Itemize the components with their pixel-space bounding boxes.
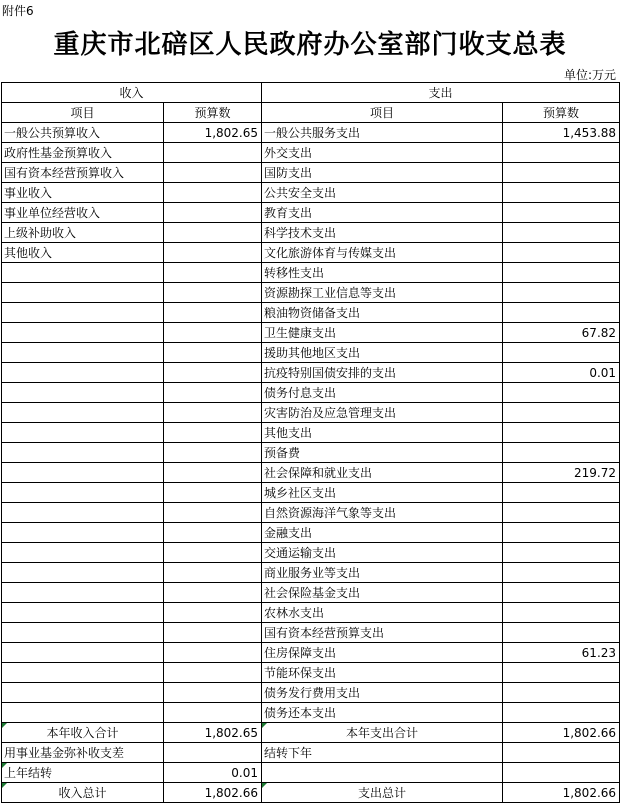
expense-item-cell: 社会保障和就业支出 [262,463,503,483]
expense-amount-cell [503,163,620,183]
income-item-cell [2,503,164,523]
income-item-cell [2,343,164,363]
expense-amount-cell [503,683,620,703]
table-row [2,243,620,263]
expense-amount-cell [503,143,620,163]
income-amount-cell [164,563,262,583]
prior-year-expense-blank-value [503,763,620,783]
expense-amount-cell [503,543,620,563]
table-row [2,703,620,723]
expense-amount-cell [503,303,620,323]
carry-over-value [503,743,620,763]
expense-amount-cell: 67.82 [503,323,620,343]
expense-amount-cell [503,223,620,243]
income-item-cell [2,363,164,383]
header-row-sections [2,83,620,103]
expense-item-cell: 一般公共服务支出 [262,123,503,143]
table-body [2,123,620,723]
income-item-cell [2,283,164,303]
table-row [2,663,620,683]
income-amount-cell [164,643,262,663]
expense-amount-cell [503,443,620,463]
income-amount-cell [164,203,262,223]
income-amount-cell [164,343,262,363]
table-row [2,523,620,543]
expense-item-cell: 教育支出 [262,203,503,223]
expense-item-cell: 预备费 [262,443,503,463]
income-item-cell: 其他收入 [2,243,164,263]
income-item-cell: 一般公共预算收入 [2,123,164,143]
income-amount-cell [164,463,262,483]
income-amount-cell [164,183,262,203]
table-row [2,403,620,423]
expense-amount-cell [503,203,620,223]
expense-item-cell: 其他支出 [262,423,503,443]
income-budget-header: 预算数 [164,103,262,123]
year-expense-total-value: 1,802.66 [503,723,620,743]
expense-amount-cell [503,583,620,603]
income-item-cell [2,483,164,503]
expense-amount-cell [503,703,620,723]
expense-item-cell: 城乡社区支出 [262,483,503,503]
income-item-cell [2,643,164,663]
table-row [2,563,620,583]
income-amount-cell [164,443,262,463]
prior-year-value: 0.01 [164,763,262,783]
expense-amount-cell [503,403,620,423]
summary-row-grand-total [2,783,620,803]
expense-budget-header: 预算数 [503,103,620,123]
summary-row-prior-year [2,763,620,783]
income-item-cell [2,443,164,463]
expense-item-cell: 债务还本支出 [262,703,503,723]
expense-amount-cell [503,383,620,403]
expense-amount-cell [503,623,620,643]
table-row [2,463,620,483]
expense-amount-cell [503,263,620,283]
income-amount-cell [164,583,262,603]
fund-makeup-value [164,743,262,763]
table-row [2,603,620,623]
income-item-cell [2,603,164,623]
table-row [2,383,620,403]
income-item-cell [2,523,164,543]
income-amount-cell [164,383,262,403]
expense-item-cell: 卫生健康支出 [262,323,503,343]
income-amount-cell [164,623,262,643]
income-amount-cell: 1,802.65 [164,123,262,143]
income-amount-cell [164,403,262,423]
income-item-cell [2,403,164,423]
income-amount-cell [164,163,262,183]
income-amount-cell [164,523,262,543]
unit-label: 单位:万元 [563,68,616,82]
income-item-cell [2,663,164,683]
income-item-cell [2,323,164,343]
income-item-cell: 事业收入 [2,183,164,203]
income-item-header: 项目 [2,103,164,123]
income-amount-cell [164,283,262,303]
expense-section-header: 支出 [262,83,620,103]
prior-year-label: 上年结转 [2,763,164,783]
table-row [2,363,620,383]
expense-item-cell: 商业服务业等支出 [262,563,503,583]
income-amount-cell [164,483,262,503]
income-item-cell: 上级补助收入 [2,223,164,243]
income-item-cell [2,543,164,563]
expense-item-cell: 援助其他地区支出 [262,343,503,363]
expense-item-cell: 抗疫特别国债安排的支出 [262,363,503,383]
income-item-cell: 国有资本经营预算收入 [2,163,164,183]
carry-over-label: 结转下年 [262,743,503,763]
income-item-cell [2,263,164,283]
income-grand-total-value: 1,802.66 [164,783,262,803]
income-amount-cell [164,503,262,523]
year-expense-total-label: 本年支出合计 [262,723,503,743]
expense-item-cell: 转移性支出 [262,263,503,283]
table-row [2,583,620,603]
table-row [2,183,620,203]
expense-amount-cell [503,243,620,263]
fund-makeup-label: 用事业基金弥补收支差 [2,743,164,763]
expense-amount-cell [503,503,620,523]
expense-amount-cell: 1,453.88 [503,123,620,143]
expense-item-cell: 粮油物资储备支出 [262,303,503,323]
expense-amount-cell [503,483,620,503]
expense-item-cell: 债务发行费用支出 [262,683,503,703]
table-row [2,503,620,523]
table-row [2,443,620,463]
table-row [2,343,620,363]
income-amount-cell [164,683,262,703]
income-amount-cell [164,323,262,343]
table-row [2,303,620,323]
expense-amount-cell [503,343,620,363]
table-row [2,423,620,443]
income-amount-cell [164,603,262,623]
expense-amount-cell [503,563,620,583]
table-row [2,323,620,343]
table-row [2,483,620,503]
expense-amount-cell [503,283,620,303]
expense-grand-total-value: 1,802.66 [503,783,620,803]
expense-item-cell: 金融支出 [262,523,503,543]
expense-item-cell: 交通运输支出 [262,543,503,563]
year-income-total-value: 1,802.65 [164,723,262,743]
expense-amount-cell: 0.01 [503,363,620,383]
expense-item-cell: 国防支出 [262,163,503,183]
income-item-cell [2,623,164,643]
budget-summary-table [1,82,620,803]
expense-item-header: 项目 [262,103,503,123]
expense-item-cell: 灾害防治及应急管理支出 [262,403,503,423]
income-item-cell: 政府性基金预算收入 [2,143,164,163]
summary-row-year-total [2,723,620,743]
table-row [2,143,620,163]
expense-amount-cell [503,523,620,543]
expense-item-cell: 外交支出 [262,143,503,163]
expense-item-cell: 农林水支出 [262,603,503,623]
income-amount-cell [164,303,262,323]
income-item-cell [2,683,164,703]
income-amount-cell [164,223,262,243]
header-row-columns [2,103,620,123]
expense-item-cell: 国有资本经营预算支出 [262,623,503,643]
table-row [2,283,620,303]
table-row [2,643,620,663]
expense-item-cell: 社会保险基金支出 [262,583,503,603]
expense-item-cell: 自然资源海洋气象等支出 [262,503,503,523]
year-income-total-label: 本年收入合计 [2,723,164,743]
expense-amount-cell [503,603,620,623]
prior-year-expense-blank [262,763,503,783]
income-item-cell [2,423,164,443]
table-row [2,683,620,703]
income-item-cell [2,463,164,483]
income-amount-cell [164,143,262,163]
income-section-header: 收入 [2,83,262,103]
table-row [2,543,620,563]
table-row [2,623,620,643]
expense-item-cell: 文化旅游体育与传媒支出 [262,243,503,263]
expense-item-cell: 住房保障支出 [262,643,503,663]
expense-item-cell: 节能环保支出 [262,663,503,683]
income-item-cell [2,383,164,403]
expense-item-cell: 债务付息支出 [262,383,503,403]
summary-row-fund-makeup [2,743,620,763]
expense-amount-cell [503,663,620,683]
page-title: 重庆市北碚区人民政府办公室部门收支总表 [53,30,567,60]
income-item-cell [2,563,164,583]
table-row [2,223,620,243]
table-row [2,263,620,283]
income-amount-cell [164,363,262,383]
income-item-cell: 事业单位经营收入 [2,203,164,223]
income-amount-cell [164,263,262,283]
expense-grand-total-label: 支出总计 [262,783,503,803]
expense-item-cell: 科学技术支出 [262,223,503,243]
expense-amount-cell [503,423,620,443]
table-row [2,163,620,183]
income-amount-cell [164,543,262,563]
expense-amount-cell: 61.23 [503,643,620,663]
expense-amount-cell: 219.72 [503,463,620,483]
income-item-cell [2,583,164,603]
income-item-cell [2,703,164,723]
table-row [2,203,620,223]
income-amount-cell [164,703,262,723]
income-amount-cell [164,423,262,443]
expense-item-cell: 资源勘探工业信息等支出 [262,283,503,303]
expense-amount-cell [503,183,620,203]
annex-label: 附件6 [2,4,34,18]
expense-item-cell: 公共安全支出 [262,183,503,203]
income-amount-cell [164,663,262,683]
income-amount-cell [164,243,262,263]
income-grand-total-label: 收入总计 [2,783,164,803]
income-item-cell [2,303,164,323]
table-row [2,123,620,143]
